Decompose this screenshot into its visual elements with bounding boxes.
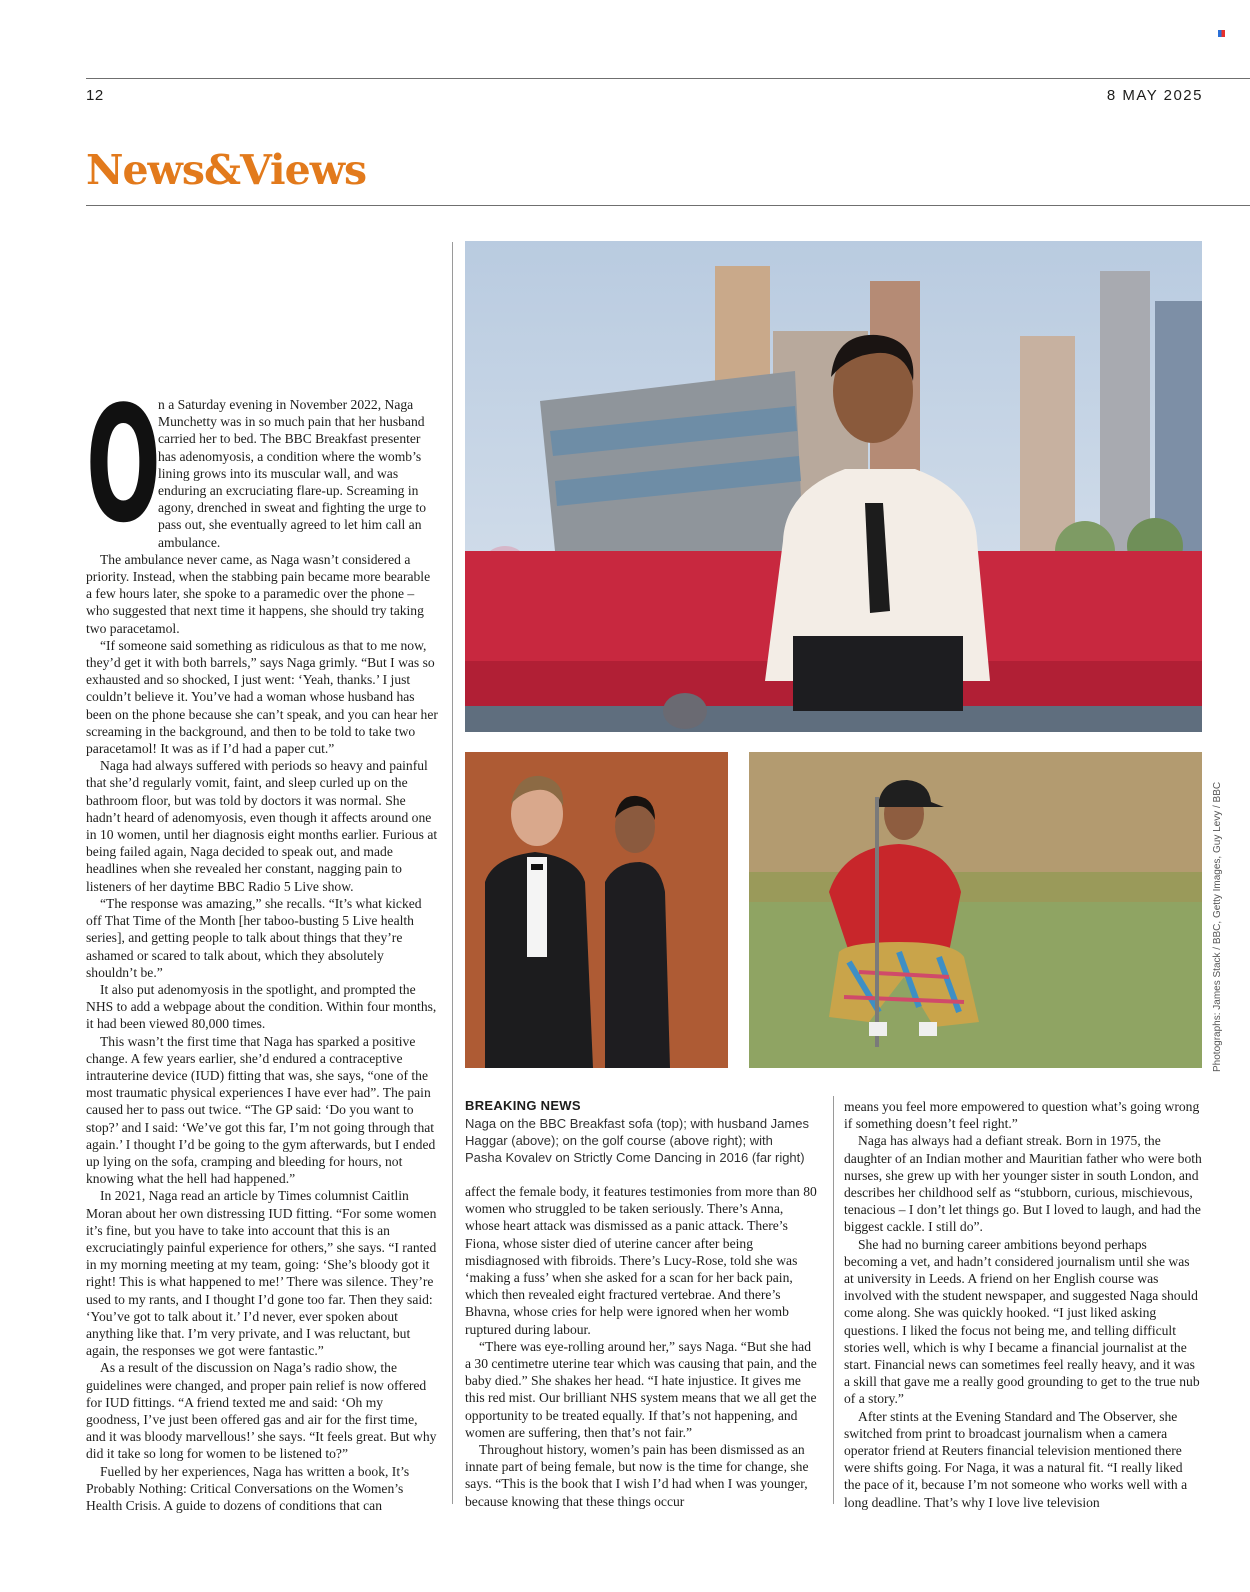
photo-caption — [465, 1098, 810, 1166]
paragraph: Throughout history, women’s pain has been dismissed as an innate part of being female, but now is the time for change, she says. “This is the book that I wish I’d had when I was younger, because knowing that these things occur — [465, 1442, 809, 1509]
paragraph-1: O n a Saturday evening in November 2022, Naga Munchetty was in so much pain that her husband carried her to bed. The BBC Breakfast presenter has adenomyosis, a condition where the womb’s lining grows into its muscular wall, and was enduring an excruciating flare-up. Screaming in agony, drenched in sweat and fighting the urge to pass out, she eventually agreed to let him call an ambulance. — [86, 371, 427, 558]
section-title: News&Views — [86, 146, 367, 194]
paragraph: Naga has always had a defiant streak. Born in 1975, the daughter of an Indian mother and Mauritian father who were both nurses, she grew up with her younger sister in south London, and describes her childhood self as “stubborn, curious, mischievous, tenacious – I don’t let things go. But I loved to laugh, and had the biggest cackle. I still do”. — [844, 1133, 1202, 1235]
top-rule — [86, 78, 1250, 79]
paragraph: “There was eye-rolling around her,” says Naga. “But she had a 30 centimetre uterine tear which was causing that pain, and the baby died.” She shakes her head. “I hate injustice. It gives me this red mist. Our brilliant NHS system means that we all get the opportunity to be treated equally. If that’s not happening, and women are suffering, then that’s not fair.” — [465, 1338, 817, 1440]
page-number: 12 — [86, 87, 104, 104]
paragraph: This wasn’t the first time that Naga has sparked a positive change. A few years earlier, she’d endured a contraceptive intrauterine device (IUD) fitting that was, she says, “one of the most traumatic physical experiences I have ever had”. The pain caused her to pass out twice. “The GP said: ‘Do you want to stop?’ and I said: ‘We’ve got this far, I’m not going through that again.’ I thought I’d be going to the gym afterwards, but I ended up lying on the sofa, cramping and bleeding for hours, not knowing what the hell had happened.” — [86, 1033, 436, 1187]
section-rule — [86, 205, 1250, 206]
paragraph: means you feel more empowered to question what’s going wrong if something doesn’t feel right.” — [844, 1099, 1200, 1132]
paragraph: “The response was amazing,” she recalls. “It’s what kicked off That Time of the Month [her taboo-busting 5 Live health series], and getting people to talk about things that they’re ashamed or scared to talk about, which they absolutely shouldn’t be.” — [86, 895, 422, 980]
paragraph: It also put adenomyosis in the spotlight, and prompted the NHS to add a webpage about the condition. Within four months, it had been viewed 80,000 times. — [86, 981, 437, 1032]
paragraph: Naga had always suffered with periods so heavy and painful that she’d regularly vomit, faint, and sleep curled up on the bathroom floor, but was told by doctors it was normal. She hadn’t heard of adenomyosis, even though it affects around one in 10 women, until her diagnosis eight months earlier. Furious at being failed again, Naga decided to speak out, and made headlines when she revealed her constant, nagging pain to listeners of her daytime BBC Radio 5 Live show. — [86, 758, 438, 894]
photo-golf-course — [749, 752, 1202, 1068]
paragraph: In 2021, Naga read an article by Times columnist Caitlin Moran about her own distressing IUD fitting. “For some women it’s fine, but you have to take into account that this is an excruciatingly painful experience for others,” she says. “I ranted in my morning meeting at my team, going: ‘She’s bloody got it right! This is what happened to me!’ There was silence. They’re used to my rants, and I thought I’d gone too far. Then they said: ‘You’ve got to talk about it.’ I’d never, ever spoken about anything like that. I’m very private, and I was reluctant, but again, the responses we got were fantastic.” — [86, 1188, 437, 1359]
article-column-3 — [844, 1098, 1202, 1511]
drop-cap: O — [86, 371, 161, 558]
article-column-2 — [465, 1183, 817, 1510]
paragraph: affect the female body, it features testimonies from more than 80 women who struggled to be taken seriously. There’s Anna, whose heart attack was dismissed as a panic attack. There’s Fiona, whose sister died of uterine cancer after being misdiagnosed with fibroids. There’s Lucy-Rose, told she was ‘making a fuss’ when she asked for a scan for her back pain, which then revealed eight fractured vertebrae. And there’s Bhavna, whose cries for help were ignored when her womb ruptured during labour. — [465, 1184, 817, 1337]
paragraph: Fuelled by her experiences, Naga has written a book, It’s Probably Nothing: Critical Conversations on the Women’s Health Crisis. A guide to dozens of conditions that can — [86, 1463, 410, 1513]
column-divider — [833, 1096, 834, 1504]
paragraph: “If someone said something as ridiculous as that to me now, they’d get it with both barrels,” says Naga grimly. “But I was so exhausted and so shocked, I just went: ‘Yeah, thanks.’ I just couldn’t believe it. You’ve had a woman whose husband has been on the phone because she can’t speak, and you can hear her screaming in the background, and then to be told to take two paracetamol! It was as if I’d had a paper cut.” — [86, 637, 438, 757]
photo-with-husband — [465, 752, 728, 1068]
caption-text: Naga on the BBC Breakfast sofa (top); with husband James Haggar (above); on the golf course (above right); with Pasha Kovalev on Strictly Come Dancing in 2016 (far right) — [465, 1116, 809, 1165]
paragraph: The ambulance never came, as Naga wasn’t considered a priority. Instead, when the stabbing pain became more bearable a few hours later, she spoke to a paramedic over the phone – who suggested that next time it happens, she should try taking two paracetamol. — [86, 551, 431, 636]
paragraph: She had no burning career ambitions beyond perhaps becoming a vet, and hadn’t considered journalism until she was at university in Leeds. A friend on her English course was involved with the student newspaper, and suggested Naga should come along. She was quickly hooked. “I just liked asking questions. I liked the focus not being me, and telling difficult stories well, which is why I became a financial journalist at the start. Financial news can sometimes feel really heavy, and it was a skill that gave me a really good grounding to get to the true nub of a story.” — [844, 1236, 1200, 1407]
issue-date: 8 MAY 2025 — [1106, 87, 1203, 104]
caption-heading: BREAKING NEWS — [465, 1098, 581, 1113]
article-column-1 — [86, 371, 438, 1514]
photo-credit: Photographs: James Stack / BBC, Getty Images, Guy Levy / BBC — [1212, 781, 1223, 1072]
main-photo-bbc-breakfast — [465, 241, 1202, 732]
paragraph: As a result of the discussion on Naga’s radio show, the guidelines were changed, and proper pain relief is now offered for IUD fittings. “A friend texted me and said: ‘Oh my goodness, I’ve just been offered gas and air for the first time, and it was bloody marvellous!’ she says. “It feels great. But why did it take so long for women to be listened to?” — [86, 1360, 437, 1462]
corner-mark — [1218, 30, 1225, 37]
paragraph: After stints at the Evening Standard and The Observer, she switched from print to broadcast journalism when a camera operator friend at Reuters financial television mentioned there were shifts going. For Naga, it was a natural fit. “I really liked the pace of it, because I’m not someone who works well with a long deadline. That’s why I love live television — [844, 1408, 1188, 1510]
column-divider — [452, 242, 453, 1504]
